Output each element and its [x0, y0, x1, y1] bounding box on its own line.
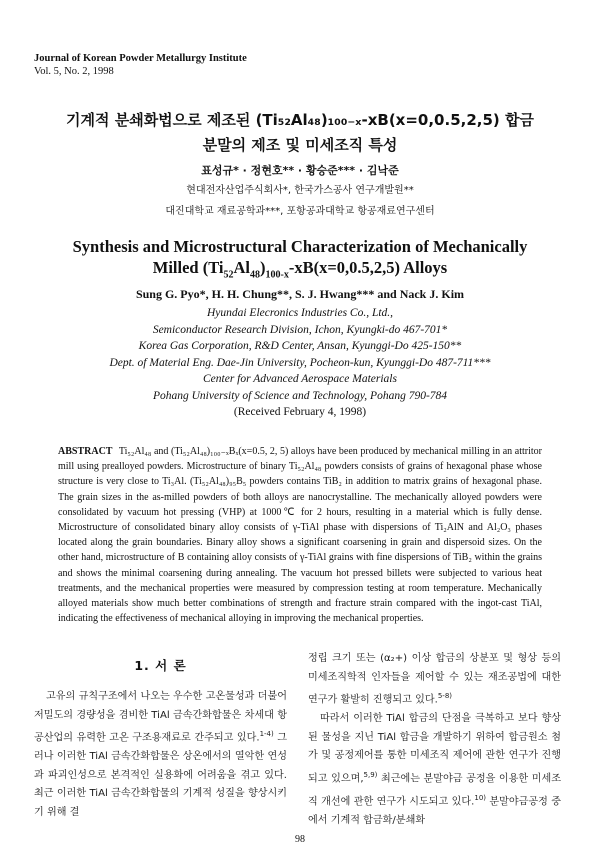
english-title: [30, 236, 570, 285]
body-column-right: [308, 650, 561, 830]
title-subscript: 100-x: [265, 269, 289, 281]
title-part: Milled (Ti: [152, 258, 224, 277]
body-text: 따라서 이러한 TiAl 합금의 단점을 극복하고 보다 향상된 물성을 지닌 TiAl 합금을 개발하기 위하여 합금원소 첨가 및 공정제어를 통한 미세조직 제어에 관한 연구가 진행되고 있으며,: [308, 713, 561, 785]
body-text: 분말야금공정 중에서 기계적 합금화/분쇄화: [308, 796, 562, 826]
affiliation-line: Hyundai Elecronics Industries Co., Ltd.,: [206, 307, 394, 319]
body-text: 그러나 이러한 TiAl 금속간화합물은 상온에서의 열악한 연성과 파괴인성으로 본격적인 실용화에 어려움을 겪고 있다. 최근 이러한 TiAl 금속간화합물의 기계적 성질을 향상시키기 위해 결: [34, 732, 288, 818]
citation: 5-8): [437, 692, 453, 701]
abstract: [58, 444, 542, 626]
korean-title-line1: 기계적 분쇄화법으로 제조된 (Ti₅₂Al₄₈)₁₀₀₋ₓ-xB(x=0,0.5,2,5) 합금: [66, 111, 534, 129]
english-authors: Sung G. Pyo*, H. H. Chung**, S. J. Hwang*** and Nack J. Kim: [135, 287, 465, 301]
affiliation-line: Dept. of Material Eng. Dae-Jin University, Pocheon-kun, Kyunggi-Do 487-711***: [109, 356, 491, 369]
body-column-left: [34, 688, 287, 823]
korean-title-line2: 분말의 제조 및 미세조직 특성: [202, 136, 398, 154]
title-part: ): [260, 258, 266, 277]
title-subscript: 52: [223, 269, 234, 281]
affiliation-line: Center for Advanced Aerospace Materials: [203, 373, 397, 385]
affiliation-line: Pohang University of Science and Technology, Pohang 790-784: [152, 389, 448, 402]
abstract-text: Ti₅₂Al₄₈ and (Ti₅₂Al₄₈)₁₀₀₋ₓBₓ(x=0.5, 2, 5) alloys have been produced by mechanical milling in an attritor mill using prealloyed powders. Microstructure of binary Ti₅₂Al₄₈ powders consists of grains of hexagonal phase whose structure is very close to Ti₃Al. (Ti₅₂Al₄₈)₉₅B₅ powders contains TiB₂ in addition to matrix grains of hexagonal phase. The grain sizes in the as-milled powders of both alloys are nanocrystalline. The mechanically alloyed powders were consolidated by vacuum hot pressing (VHP) at 1000℃ for 2 hours, resulting in a material which is fully dense. Microstructure of consolidated binary alloy consists of γ-TiAl phase with dispersions of Ti₂AlN and Al₂O₃ phases located along the grain boundaries. Binary alloy shows a significant coarsening in grain and dispersoid sizes. On the other hand, microstructure of B containing alloy consists of γ-TiAl grains with fine dispersions of TiB₂ within the grains and shows the minimal coarsening during annealing. The vacuum hot pressed billets were subjected to various heat treatments, and the mechanical properties were measured by compression testing at room temperature. Mechanically alloyed materials show much better combinations of strength and fracture strain compared with the ingot-cast TiAl, indicating the effectiveness of mechanical alloying in improving the mechanical properties.: [58, 446, 542, 625]
body-paragraph: [308, 650, 561, 710]
title-part: -xB(x=0,0.5,2,5) Alloys: [288, 258, 448, 277]
title-part: Al: [233, 258, 251, 277]
title-subscript: 48: [250, 269, 261, 281]
korean-affiliations: [40, 180, 560, 222]
citation: 10): [474, 793, 486, 802]
body-paragraph: [308, 710, 561, 830]
journal-header: [34, 52, 247, 78]
page-number: 98: [295, 834, 305, 845]
section-heading-introduction: 1. 서 론: [134, 658, 187, 673]
body-text: 정립 크기 또는 (α₂+) 이상 합금의 상분포 및 형상 등의 미세조직학적 인자들을 제어할 수 있는 재조공법에 대한 연구가 활발히 진행되고 있다.: [308, 653, 561, 706]
korean-affiliation-line1: 현대전자산업주식회사*, 한국가스공사 연구개발원**: [186, 185, 414, 196]
affiliation-line: Korea Gas Corporation, R&D Center, Ansan, Kyunggi-Do 425-150**: [138, 340, 462, 352]
english-title-line2: [30, 257, 570, 285]
body-paragraph: [34, 688, 287, 823]
received-date: (Received February 4, 1998): [233, 406, 367, 418]
korean-authors: 표성규* · 정현호** · 황승준*** · 김낙준: [201, 164, 399, 177]
korean-title: [40, 108, 560, 158]
journal-volume: Vol. 5, No. 2, 1998: [34, 66, 114, 77]
citation: 1-4): [259, 730, 274, 739]
body-text: 고유의 규칙구조에서 나오는 우수한 고온물성과 더불어 저밀도의 경량성을 겸비한 TiAl 금속간화합물은 차세대 항공산업의 유력한 고온 구조용재료로 간주되고 있다.: [34, 691, 287, 744]
english-affiliations: [30, 305, 570, 421]
english-title-line1: Synthesis and Microstructural Characterization of Mechanically: [72, 237, 528, 256]
journal-name: Journal of Korean Powder Metallurgy Institute: [34, 53, 247, 64]
korean-affiliation-line2: 대진대학교 재료공학과***, 포항공과대학교 항공재료연구센터: [165, 206, 435, 217]
abstract-label: ABSTRACT: [58, 446, 113, 457]
citation: 5,9): [363, 770, 378, 779]
body-text: 최근에는 분말야금 공정을 이용한 미세조직 개선에 관한 연구가 시도되고 있다.: [308, 773, 561, 808]
affiliation-line: Semiconductor Research Division, Ichon, Kyungki-do 467-701*: [152, 323, 448, 336]
